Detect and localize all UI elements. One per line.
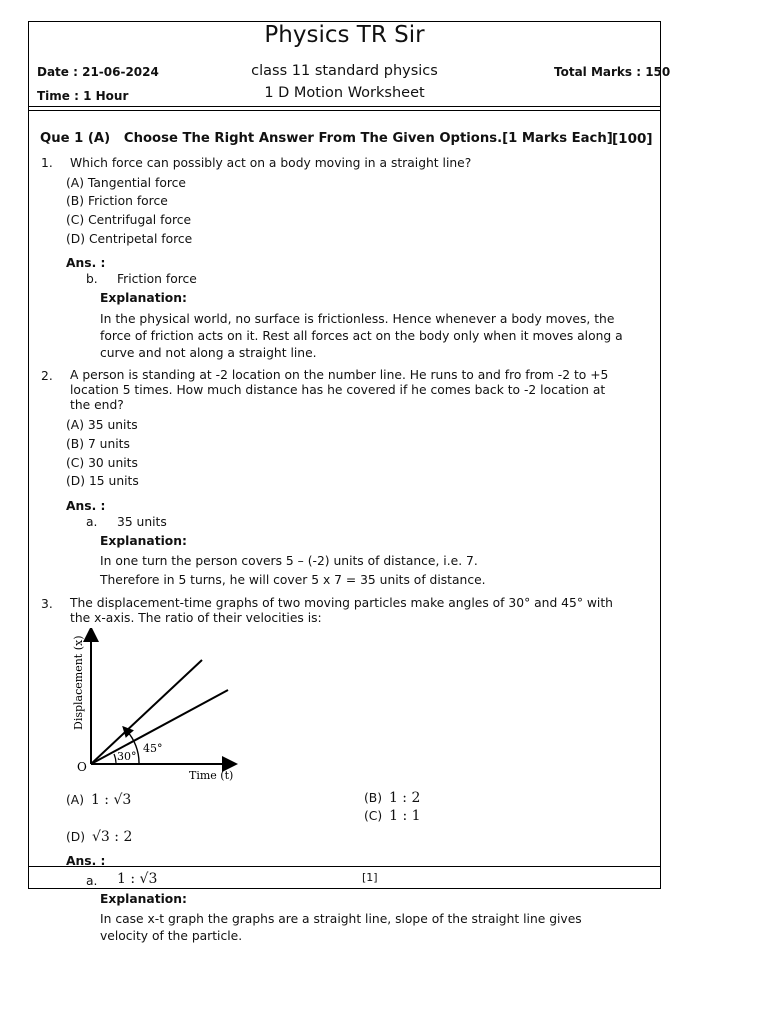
angle-arc-30 bbox=[114, 754, 116, 764]
section-marks: [100] bbox=[612, 131, 653, 147]
q3-option-d-value: √3 : 2 bbox=[92, 829, 133, 845]
header-divider-bottom bbox=[28, 110, 661, 111]
q3-option-d bbox=[66, 829, 132, 845]
total-marks: Total Marks : 150 bbox=[554, 65, 671, 79]
q2-answer-letter: a. bbox=[86, 515, 98, 529]
q3-answer-value: 1 : √3 bbox=[117, 871, 158, 887]
section-heading: Que 1 (A) Choose The Right Answer From The Given Options.[1 Marks Each] bbox=[40, 131, 613, 146]
q3-explanation-label: Explanation: bbox=[100, 892, 187, 906]
q3-answer-label: Ans. : bbox=[66, 854, 106, 868]
q1-option-d: (D) Centripetal force bbox=[66, 232, 193, 246]
q3-option-b bbox=[364, 790, 420, 806]
displacement-time-graph bbox=[66, 628, 246, 786]
worksheet-title: Physics TR Sir bbox=[264, 22, 425, 48]
q3-number: 3. bbox=[41, 597, 53, 611]
q3-explanation-text: In case x-t graph the graphs are a straight line, slope of the straight line gives velocity of the particle. bbox=[100, 912, 582, 943]
x-axis-label: Time (t) bbox=[189, 769, 234, 782]
q2-option-b: (B) 7 units bbox=[66, 437, 130, 451]
q1-answer-letter: b. bbox=[86, 272, 98, 286]
q2-answer-label: Ans. : bbox=[66, 499, 106, 513]
q2-explanation-label: Explanation: bbox=[100, 534, 187, 548]
header-divider-top bbox=[28, 106, 661, 107]
q3-option-d-prefix: (D) bbox=[66, 830, 86, 844]
q1-explanation-label: Explanation: bbox=[100, 291, 187, 305]
q2-number: 2. bbox=[41, 369, 53, 383]
q3-option-c bbox=[364, 808, 421, 824]
q1-text: Which force can possibly act on a body moving in a straight line? bbox=[70, 156, 472, 170]
angle-30-label: 30° bbox=[117, 750, 137, 763]
origin-label: O bbox=[77, 760, 87, 774]
q2-option-d: (D) 15 units bbox=[66, 474, 139, 488]
q2-option-a: (A) 35 units bbox=[66, 418, 138, 432]
q2-answer-text: 35 units bbox=[117, 515, 167, 529]
footer-divider bbox=[28, 866, 661, 867]
q1-option-b: (B) Friction force bbox=[66, 194, 168, 208]
q3-option-b-value: 1 : 2 bbox=[388, 790, 421, 806]
q3-option-a-value: 1 : √3 bbox=[90, 792, 132, 808]
angle-45-label: 45° bbox=[143, 742, 163, 755]
q1-answer-text: Friction force bbox=[117, 272, 197, 286]
q3-option-c-value: 1 : 1 bbox=[389, 808, 421, 824]
time-label: Time : 1 Hour bbox=[37, 89, 129, 103]
q1-explanation-text: In the physical world, no surface is frictionless. Hence whenever a body moves, the force of friction acts on it. Rest all forces act on the body only when it moves along a curve and not along a straight line. bbox=[100, 312, 623, 360]
q2-text: A person is standing at -2 location on the number line. He runs to and fro from -2 to +5 location 5 times. How much distance has he covered if he comes back to -2 location at the end? bbox=[70, 368, 609, 412]
q3-option-a bbox=[66, 792, 131, 808]
q3-option-c-prefix: (C) bbox=[364, 809, 383, 823]
worksheet-name: 1 D Motion Worksheet bbox=[264, 85, 425, 101]
q3-text: The displacement-time graphs of two moving particles make angles of 30° and 45° with the x-axis. The ratio of their velocities is: bbox=[70, 596, 613, 625]
date-label: Date : 21-06-2024 bbox=[37, 65, 159, 79]
q3-answer-letter: a. bbox=[86, 874, 98, 888]
q2-explanation-line1: In one turn the person covers 5 – (-2) units of distance, i.e. 7. bbox=[100, 554, 478, 568]
y-axis-label: Displacement (x) bbox=[72, 635, 85, 730]
q2-explanation-line2: Therefore in 5 turns, he will cover 5 x 7 = 35 units of distance. bbox=[100, 573, 486, 587]
q3-option-a-prefix: (A) bbox=[66, 793, 85, 807]
q1-number: 1. bbox=[41, 156, 53, 170]
class-label: class 11 standard physics bbox=[251, 63, 438, 79]
q1-option-a: (A) Tangential force bbox=[66, 176, 186, 190]
q1-answer-label: Ans. : bbox=[66, 256, 106, 270]
q3-option-b-prefix: (B) bbox=[364, 791, 383, 805]
q1-option-c: (C) Centrifugal force bbox=[66, 213, 192, 227]
q2-option-c: (C) 30 units bbox=[66, 456, 138, 470]
page-number: [1] bbox=[362, 871, 378, 884]
